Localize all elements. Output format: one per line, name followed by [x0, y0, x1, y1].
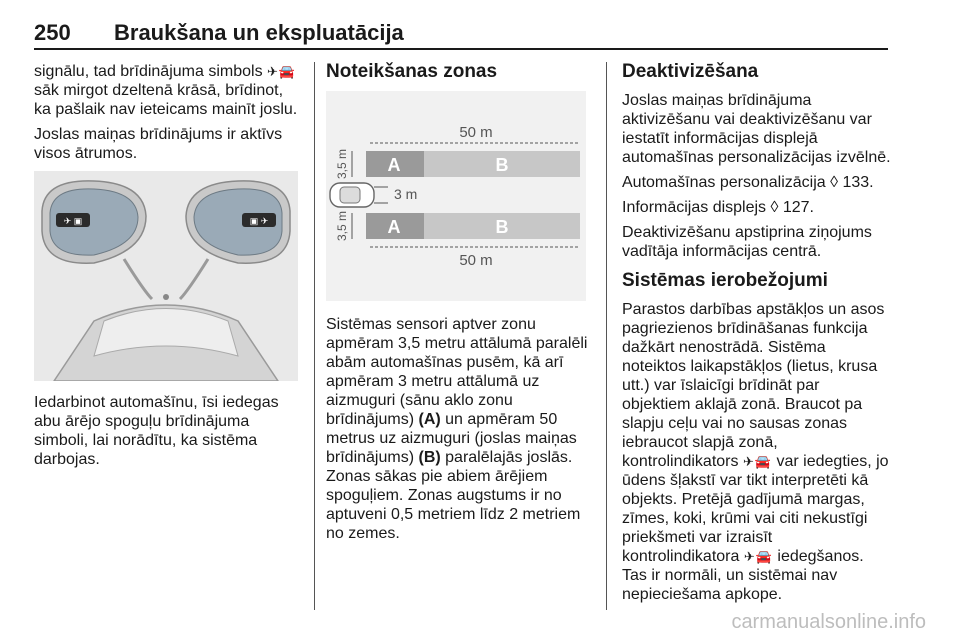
svg-text:▣ ✈: ▣ ✈: [249, 216, 269, 226]
column-divider: [314, 62, 315, 610]
paragraph: Iedarbinot automašīnu, īsi iedegas abu ārējo spoguļu brīdinājuma simboli, lai norādītu, ka sistēma darbojas.: [34, 394, 279, 468]
page-number: 250: [34, 20, 71, 45]
paragraph: Joslas maiņas brīdinājums ir aktīvs visos ātrumos.: [34, 126, 283, 162]
svg-text:3 m: 3 m: [394, 186, 418, 202]
paragraph: signālu, tad brīdinājuma simbols ✈🚘 sāk mirgot dzeltenā krāsā, brīdinot, ka pašlaik nav ieteicams mainīt joslu.: [34, 63, 298, 118]
column-2: [326, 62, 592, 549]
svg-text:3,5 m: 3,5 m: [335, 210, 349, 242]
lane-change-warning-icon: ✈🚘: [267, 64, 297, 79]
column-divider: [606, 62, 607, 610]
svg-text:50 m: 50 m: [459, 124, 493, 141]
page-header: [34, 20, 888, 50]
svg-text:B: B: [495, 155, 509, 175]
watermark: carmanualsonline.info: [731, 611, 926, 633]
cross-reference: Informācijas displejs ◊ 127.: [622, 199, 814, 216]
mirror-illustration: [34, 171, 298, 381]
car-icon: [330, 183, 374, 207]
paragraph: Joslas maiņas brīdinājuma aktivizēšanu vai deaktivizēšanu var iestatīt informācijas displejā automašīnas personalizācijas izvēlnē.: [622, 92, 891, 166]
page-title: Braukšana un ekspluatācija: [114, 20, 404, 45]
lane-change-warning-icon: ✈🚘: [742, 454, 773, 469]
svg-text:50 m: 50 m: [459, 252, 493, 269]
svg-text:✈ ▣: ✈ ▣: [63, 216, 83, 226]
paragraph: Sistēmas sensori aptver zonu apmēram 3,5 metru attālumā paralēli abām automašīnas pusēm, kā arī apmēram 3 metru attālumā uz aizmuguri (sānu aklo zonu brīdinājums) (A) un apmēram 50 metrus uz aizmuguri (joslas maiņas brīdinājums) (B) paralēlajās joslās. Zonas sākas pie abiem ārējiem spoguļiem. Zonas augstums ir no aptuveni 0,5 metriem līdz 2 metriem no zemes.: [326, 316, 588, 542]
cross-reference: Automašīnas personalizācija ◊ 133.: [622, 174, 874, 191]
svg-text:A: A: [387, 155, 401, 175]
column-3: [622, 62, 892, 610]
section-heading: Noteikšanas zonas: [326, 61, 498, 82]
column-1: [34, 62, 302, 475]
section-heading: Deaktivizēšana: [622, 61, 759, 82]
paragraph: Parastos darbības apstākļos un asos pagriezienos brīdināšanas funkcija dažkārt nenostrādā. Sistēma noteiktos laikapstākļos (lietus, krusa utt.) var īslaicīgi brīdināt par objektiem aklajā zonā. Braucot pa slapju ceļu vai no sausas zonas iebraucot slapjā zonā, kontrolindikators ✈🚘 var iedegties, jo ūdens šļakstī var tikt interpretēti kā objekts. Pretējā gadījumā margas, zīmes, koki, krūmi vai citi nekustīgi priekšmeti var izraisīt kontrolindikatora ✈🚘 iedegšanos. Tas ir normāli, un sistēmai nav nepieciešama apkope.: [622, 301, 889, 603]
paragraph: Deaktivizēšanu apstiprina ziņojums vadītāja informācijas centrā.: [622, 224, 872, 260]
svg-text:A: A: [387, 217, 401, 237]
svg-text:B: B: [495, 217, 509, 237]
section-heading: Sistēmas ierobežojumi: [622, 270, 828, 291]
svg-text:3,5 m: 3,5 m: [335, 148, 349, 180]
lane-change-warning-icon: ✈🚘: [743, 549, 773, 564]
detection-zones-diagram: [326, 91, 586, 301]
